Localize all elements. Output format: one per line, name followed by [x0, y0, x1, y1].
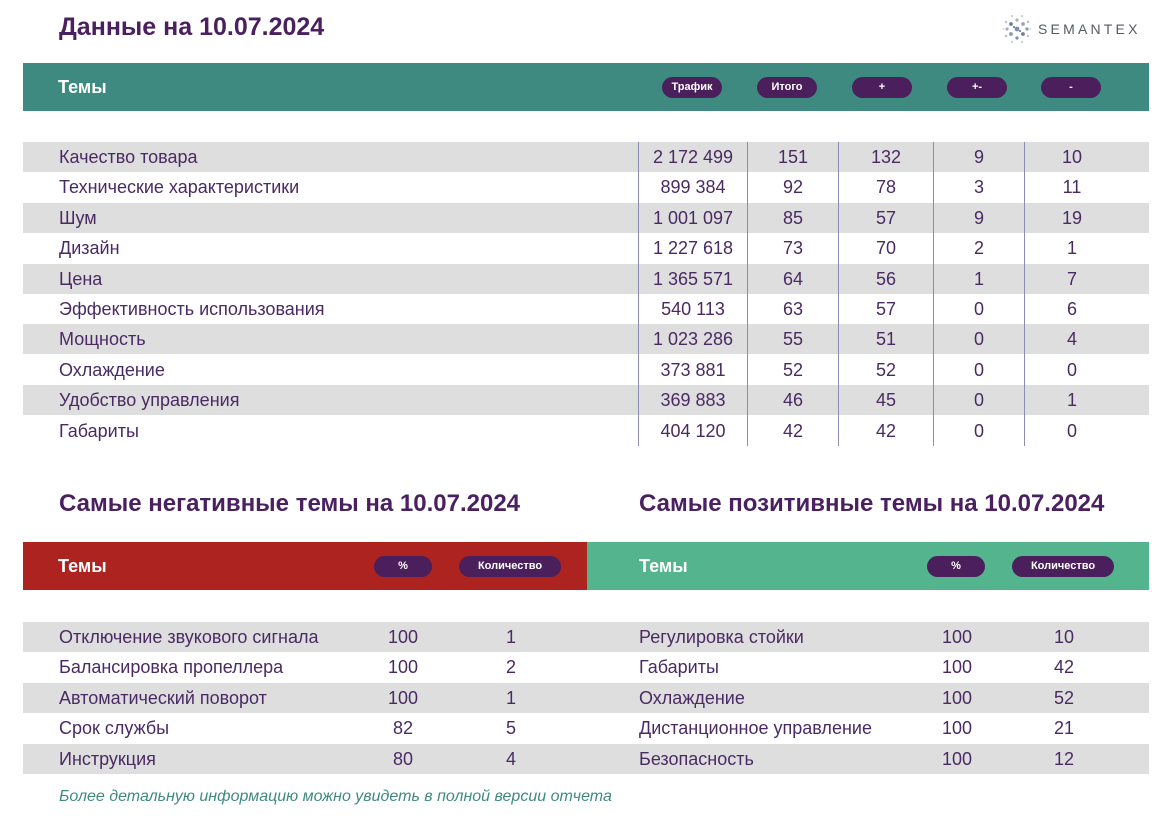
total-cell: 92 [782, 177, 804, 198]
total-cell: 63 [782, 299, 804, 319]
plusminus-cell: 0 [973, 299, 984, 319]
percent-cell: 100 [941, 718, 973, 739]
table-row [587, 744, 1149, 774]
total-cell: 55 [782, 329, 804, 350]
percent-cell: 100 [941, 657, 973, 678]
total-cell: 46 [782, 390, 804, 411]
minus-cell: 1 [1066, 238, 1077, 259]
traffic-cell: 899 384 [660, 177, 726, 198]
count-cell: 2 [505, 657, 516, 678]
topic-cell: Технические характеристики [59, 177, 300, 198]
table-row [587, 713, 1149, 743]
table-row [587, 683, 1149, 713]
plus-cell: 45 [875, 390, 897, 411]
header-minus-pill: - [1041, 77, 1101, 98]
count-cell: 5 [505, 718, 516, 739]
topic-cell: Качество товара [59, 147, 198, 167]
plusminus-cell: 0 [973, 359, 984, 380]
table-row [23, 683, 587, 713]
minus-cell: 4 [1066, 329, 1077, 350]
table-row [23, 233, 1149, 263]
plusminus-cell: 1 [973, 268, 984, 289]
count-cell: 1 [505, 687, 516, 708]
table-row [23, 744, 587, 774]
total-cell: 85 [782, 207, 804, 228]
logo-text: SEMANTEX [1038, 21, 1141, 37]
table-row [23, 355, 1149, 385]
total-cell: 64 [782, 268, 804, 289]
topic-cell: Габариты [59, 420, 139, 441]
plus-cell: 56 [875, 268, 897, 289]
plusminus-cell: 9 [973, 147, 984, 167]
plus-cell: 132 [870, 147, 902, 167]
plusminus-cell: 0 [973, 420, 984, 441]
column-divider [747, 142, 748, 446]
traffic-cell: 373 881 [660, 359, 726, 380]
plus-cell: 70 [875, 238, 897, 259]
positive-table-header [587, 542, 1149, 590]
count-cell: 4 [505, 748, 516, 769]
topic-cell: Габариты [639, 657, 719, 678]
plus-cell: 78 [875, 177, 897, 198]
total-cell: 42 [782, 420, 804, 441]
table-row [587, 652, 1149, 682]
column-divider [638, 142, 639, 446]
topic-cell: Безопасность [639, 748, 754, 769]
positive-header-topic: Темы [639, 556, 688, 576]
column-divider [933, 142, 934, 446]
negative-section-title: Самые негативные темы на 10.07.2024 [59, 490, 521, 517]
table-row [23, 713, 587, 743]
table-row [587, 622, 1149, 652]
count-cell: 10 [1053, 627, 1075, 647]
traffic-cell: 1 001 097 [652, 207, 734, 228]
traffic-cell: 369 883 [660, 390, 726, 411]
column-divider [1024, 142, 1025, 446]
plusminus-cell: 3 [973, 177, 984, 198]
traffic-cell: 540 113 [661, 299, 725, 319]
column-divider [838, 142, 839, 446]
percent-cell: 82 [392, 718, 414, 739]
topic-cell: Эффективность использования [59, 299, 325, 319]
count-cell: 42 [1053, 657, 1075, 678]
plusminus-cell: 0 [973, 329, 984, 350]
positive-section-title: Самые позитивные темы на 10.07.2024 [639, 490, 1105, 517]
plus-cell: 57 [875, 207, 897, 228]
table-row [23, 203, 1149, 233]
topic-cell: Цена [59, 268, 103, 289]
minus-cell: 10 [1061, 147, 1083, 167]
plusminus-cell: 9 [973, 207, 984, 228]
table-row [23, 385, 1149, 415]
traffic-cell: 2 172 499 [652, 147, 734, 167]
semantex-logo-icon [1002, 13, 1032, 45]
plus-cell: 51 [875, 329, 897, 350]
minus-cell: 6 [1066, 299, 1077, 319]
minus-cell: 0 [1066, 359, 1077, 380]
total-cell: 151 [777, 147, 809, 167]
topic-cell: Регулировка стойки [639, 627, 804, 647]
plusminus-cell: 2 [973, 238, 984, 259]
minus-cell: 11 [1062, 177, 1082, 198]
topic-cell: Отключение звукового сигнала [59, 627, 319, 647]
count-cell: 52 [1053, 687, 1075, 708]
plusminus-cell: 0 [973, 390, 984, 411]
header-topic-label: Темы [58, 77, 107, 97]
page-title: Данные на 10.07.2024 [59, 13, 325, 41]
negative-header-percent-pill: % [374, 556, 432, 577]
header-traffic-pill: Трафик [662, 77, 722, 98]
header-plus-pill: + [852, 77, 912, 98]
semantex-logo [1002, 13, 1141, 45]
topic-cell: Шум [59, 207, 97, 228]
negative-header-topic: Темы [58, 556, 107, 576]
count-cell: 1 [505, 627, 516, 647]
percent-cell: 100 [941, 687, 973, 708]
percent-cell: 100 [387, 627, 419, 647]
negative-table-header [23, 542, 587, 590]
table-row [23, 652, 587, 682]
table-row [23, 172, 1149, 202]
topic-cell: Срок службы [59, 718, 170, 739]
plus-cell: 57 [875, 299, 897, 319]
topic-cell: Удобство управления [59, 390, 240, 411]
percent-cell: 100 [387, 657, 419, 678]
topic-cell: Дистанционное управление [639, 718, 872, 739]
footer-note: Более детальную информацию можно увидеть в полной версии отчета [59, 788, 612, 805]
topic-cell: Дизайн [59, 238, 120, 259]
percent-cell: 100 [941, 627, 973, 647]
table-row [23, 416, 1149, 446]
count-cell: 21 [1053, 718, 1075, 739]
negative-header-count-pill: Количество [459, 556, 561, 577]
percent-cell: 100 [941, 748, 973, 769]
table-row [23, 294, 1149, 324]
traffic-cell: 1 023 286 [652, 329, 734, 350]
minus-cell: 0 [1066, 420, 1077, 441]
count-cell: 12 [1053, 748, 1075, 769]
topic-cell: Инструкция [59, 748, 156, 769]
table-row [23, 622, 587, 652]
header-total-pill: Итого [757, 77, 817, 98]
traffic-cell: 1 365 571 [652, 268, 734, 289]
table-row [23, 324, 1149, 354]
minus-cell: 7 [1066, 268, 1077, 289]
total-cell: 73 [782, 238, 804, 259]
traffic-cell: 1 227 618 [652, 238, 734, 259]
total-cell: 52 [782, 359, 804, 380]
minus-cell: 19 [1061, 207, 1083, 228]
plus-cell: 52 [875, 359, 897, 380]
positive-header-percent-pill: % [927, 556, 985, 577]
topic-cell: Мощность [59, 329, 146, 350]
positive-header-count-pill: Количество [1012, 556, 1114, 577]
table-row [23, 264, 1149, 294]
table-row [23, 142, 1149, 172]
topic-cell: Балансировка пропеллера [59, 657, 284, 678]
topic-cell: Охлаждение [59, 359, 165, 380]
traffic-cell: 404 120 [660, 420, 726, 441]
percent-cell: 80 [392, 748, 414, 769]
minus-cell: 1 [1066, 390, 1077, 411]
percent-cell: 100 [387, 687, 419, 708]
main-table-header [23, 63, 1149, 111]
plus-cell: 42 [875, 420, 897, 441]
topic-cell: Охлаждение [639, 687, 745, 708]
topic-cell: Автоматический поворот [59, 687, 267, 708]
header-plusminus-pill: +- [947, 77, 1007, 98]
